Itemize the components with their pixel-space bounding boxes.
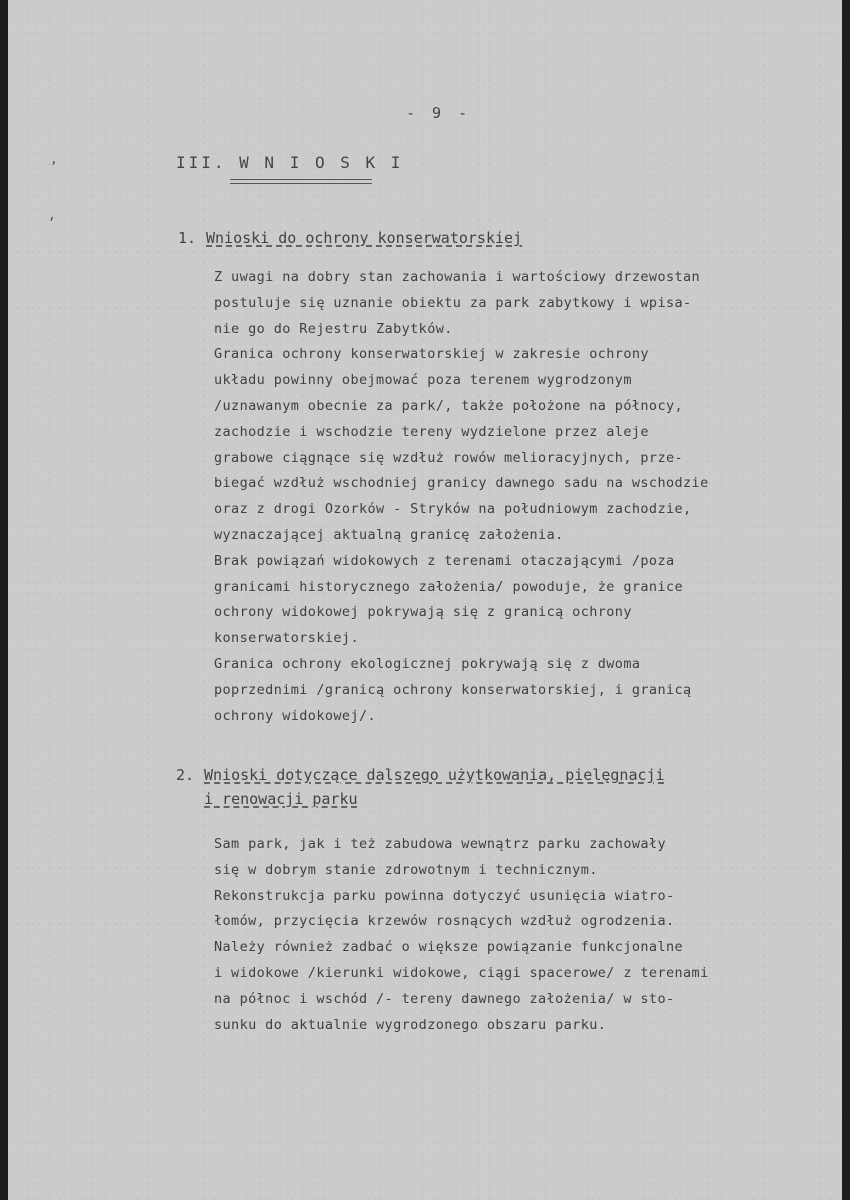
- text-line: się w dobrym stanie zdrowotnym i technicznym.: [214, 861, 598, 878]
- text-line: Granica ochrony konserwatorskiej w zakresie ochrony: [214, 346, 649, 363]
- text-line: nie go do Rejestru Zabytków.: [214, 320, 453, 337]
- section-title: III. W N I O S K I: [176, 153, 404, 172]
- text-line: Brak powiązań widokowych z terenami otaczającymi /poza: [214, 552, 675, 569]
- text-line: grabowe ciągnące się wzdłuż rowów melioracyjnych, prze-: [214, 449, 684, 466]
- text-line: sunku do aktualnie wygrodzonego obszaru parku.: [214, 1016, 607, 1033]
- text-line: poprzednimi /granicą ochrony konserwatorskiej, i granicą: [214, 681, 692, 698]
- text-line: ochrony widokowej/.: [214, 707, 377, 724]
- section-2-heading-line-2: i renowacji parku: [204, 790, 358, 808]
- page-number: - 9 -: [406, 104, 472, 122]
- typewritten-page: [8, 0, 846, 1200]
- text-line: układu powinny obejmować poza terenem wygrodzonym: [214, 372, 632, 389]
- text-line: granicami historycznego założenia/ powoduje, że granice: [214, 578, 684, 595]
- margin-mark: ,: [48, 208, 56, 223]
- text-line: konserwatorskiej.: [214, 630, 359, 647]
- text-line: Granica ochrony ekologicznej pokrywają się z dwoma: [214, 655, 641, 672]
- text-line: /uznawanym obecnie za park/, także położone na północy,: [214, 397, 684, 414]
- section-2-heading-line-1: Wnioski dotyczące dalszego użytkowania, pielęgnacji: [204, 766, 665, 784]
- text-line: Rekonstrukcja parku powinna dotyczyć usunięcia wiatro-: [214, 887, 675, 904]
- text-line: oraz z drogi Ozorków - Stryków na południowym zachodzie,: [214, 501, 692, 518]
- page-edge: [842, 0, 846, 1200]
- margin-mark: ,: [50, 152, 58, 167]
- section-2-body: [214, 832, 826, 1038]
- section-1-body: [214, 265, 826, 729]
- section-2-number: 2.: [176, 766, 195, 784]
- text-line: Sam park, jak i też zabudowa wewnątrz parku zachowały: [214, 836, 666, 852]
- text-line: Należy również zadbać o większe powiązanie funkcjonalne: [214, 939, 684, 956]
- section-1-heading: [178, 226, 522, 250]
- text-line: ochrony widokowej pokrywają się z granicą ochrony: [214, 604, 632, 621]
- text-line: i widokowe /kierunki widokowe, ciągi spacerowe/ z terenami: [214, 964, 709, 981]
- section-1-heading-text: Wnioski do ochrony konserwatorskiej: [206, 229, 523, 247]
- section-2-heading: [176, 763, 665, 811]
- text-line: łomów, przycięcia krzewów rosnących wzdłuż ogrodzenia.: [214, 913, 675, 930]
- text-line: biegać wzdłuż wschodniej granicy dawnego sadu na wschodzie: [214, 475, 709, 492]
- text-line: postuluje się uznanie obiektu za park zabytkowy i wpisa-: [214, 294, 692, 311]
- text-line: zachodzie i wschodzie tereny wydzielone przez aleje: [214, 423, 649, 440]
- section-1-number: 1.: [178, 229, 197, 247]
- text-line: wyznaczającej aktualną granicę założenia.: [214, 526, 564, 543]
- title-underline: [230, 179, 372, 184]
- text-line: Z uwagi na dobry stan zachowania i wartościowy drzewostan: [214, 269, 701, 285]
- text-line: na północ i wschód /- tereny dawnego założenia/ w sto-: [214, 990, 675, 1007]
